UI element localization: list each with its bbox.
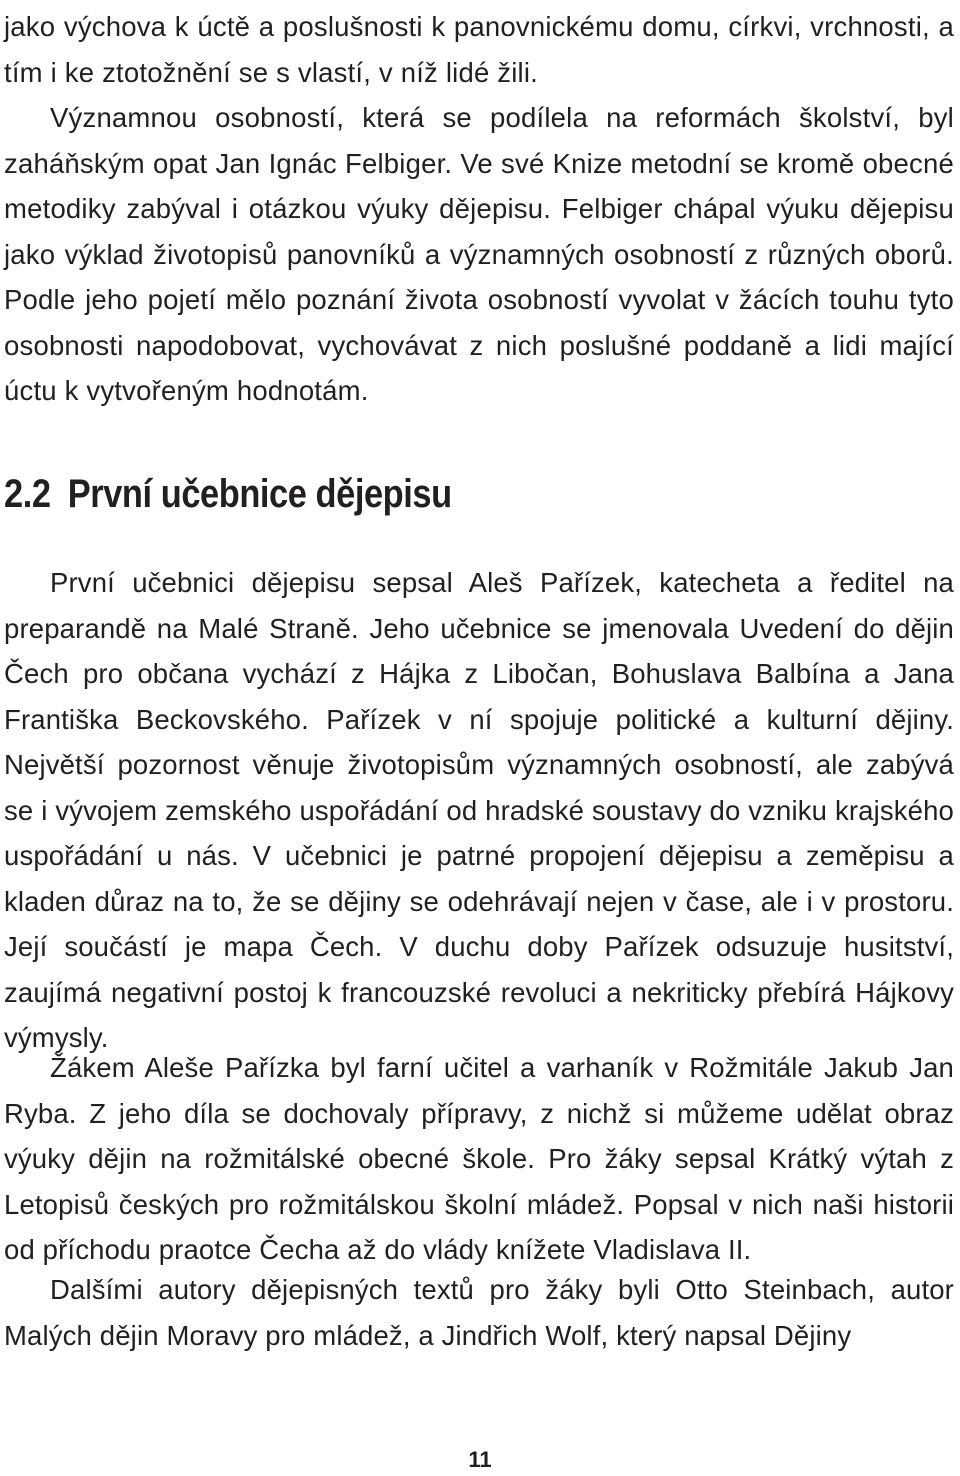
body-paragraph-ryba: Žákem Aleše Pařízka byl farní učitel a varhaník v Rožmitále Jakub Jan Ryba. Z jeho díla se dochovaly přípravy, z nichž si můžeme udělat obraz výuky dějin na rožmitálské obecné škole. Pro žáky sepsal Krátký výtah z Letopisů českých pro rožmitálskou školní mládež. Popsal v nich naši historii od příchodu praotce Čecha až do vlády knížete Vladislava II. xyxy=(4,1052,954,1265)
section-number: 2.2 xyxy=(4,472,51,516)
paragraph-felbiger: Významnou osobností, která se podílela na reformách školství, byl zaháňským opat Jan Ignác Felbiger. Ve své Knize metodní se kromě obecné metodiky zabýval i otázkou výuky dějepisu. Felbiger chápal výuku dějepisu jako výklad životopisů panovníků a významných osobností z různých oborů. Podle jeho pojetí mělo poznání života osobností vyvolat v žácích touhu tyto osobnosti napodobovat, vychovávat z nich poslušné poddaně a lidi mající úctu k vytvořeným hodnotám. xyxy=(4,102,954,406)
section-heading xyxy=(4,466,452,522)
page-number: 11 xyxy=(468,1447,492,1472)
paragraph-continuation: jako výchova k úctě a poslušnosti k panovnickému domu, církvi, vrchnosti, a tím i ke ztotožnění se s vlastí, v níž lidé žili. xyxy=(4,11,954,88)
body-paragraph-intro xyxy=(4,4,954,414)
section-title: První učebnice dějepisu xyxy=(67,472,452,516)
body-paragraph-other-authors: Dalšími autory dějepisných textů pro žáky byli Otto Steinbach, autor Malých dějin Moravy pro mládež, a Jindřich Wolf, který napsal Dějiny xyxy=(4,1274,954,1351)
body-paragraph-first-textbook: První učebnici dějepisu sepsal Aleš Pařízek, katecheta a ředitel na preparandě na Malé Straně. Jeho učebnice se jmenovala Uvedení do dějin Čech pro občana vychází z Hájka z Libočan, Bohuslava Balbína a Jana Františka Beckovského. Pařízek v ní spojuje politické a kulturní dějiny. Největší pozornost věnuje životopisům významných osobností, ale zabývá se i vývojem zemského uspořádání od hradské soustavy do vzniku krajského uspořádání u nás. V učebnici je patrné propojení dějepisu a zeměpisu a kladen důraz na to, že se dějiny se odehrávají nejen v čase, ale i v prostoru. Její součástí je mapa Čech. V duchu doby Pařízek odsuzuje husitství, zaujímá negativní postoj k francouzské revoluci a nekriticky přebírá Hájkovy výmysly. xyxy=(4,567,954,1053)
